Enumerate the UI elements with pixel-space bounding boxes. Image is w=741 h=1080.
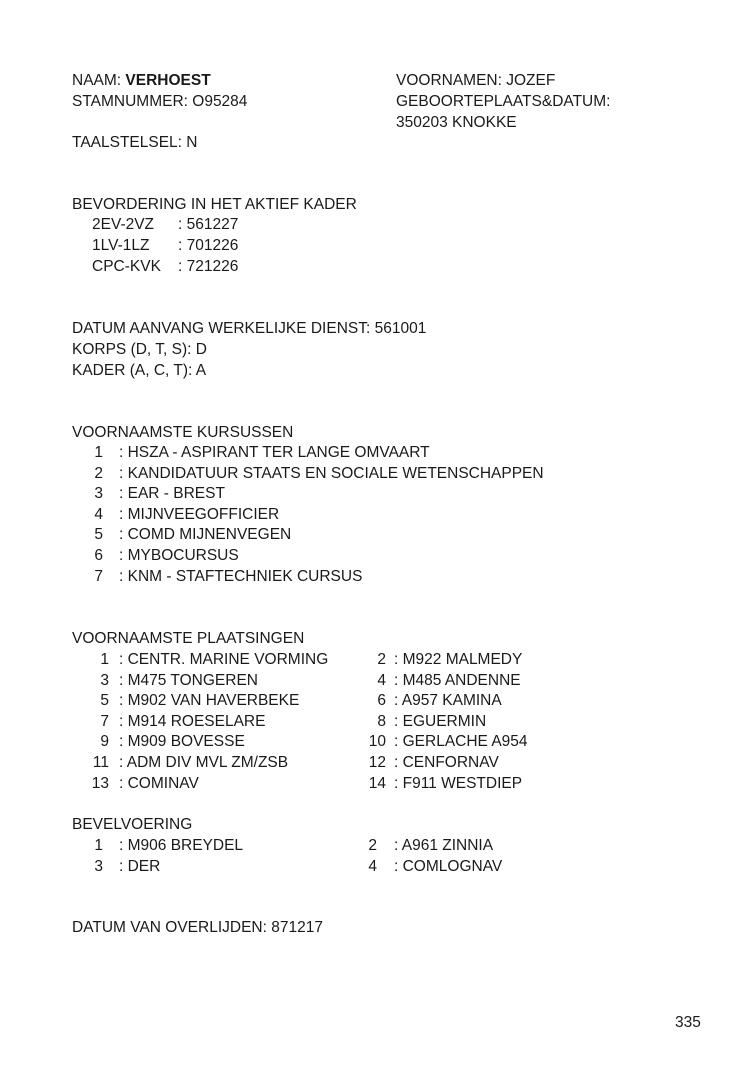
item-text: : KANDIDATUUR STAATS EN SOCIALE WETENSCHAPPEN [119,464,544,482]
item-number: 6 [94,547,103,564]
item-text: : M922 MALMEDY [394,651,523,668]
item-number: 4 [94,505,103,523]
bevordering-date: : 561227 [178,216,239,233]
bevordering-date: : 701226 [178,237,239,254]
geboorteplaats-value: 350203 KNOKKE [396,114,517,131]
item-number: 14 [368,774,386,792]
item-number: 4 [368,857,377,875]
item-text: : A957 KAMINA [394,692,502,710]
stamnummer: STAMNUMMER: O95284 [72,93,248,110]
item-text: : GERLACHE A954 [394,733,528,751]
page-number: 335 [675,1014,701,1031]
kursussen-heading: VOORNAAMSTE KURSUSSEN [72,424,294,441]
taalstelsel: TAALSTELSEL: N [72,134,198,151]
item-text: : M902 VAN HAVERBEKE [119,692,300,710]
voornamen: VOORNAMEN: JOZEF [396,72,556,89]
geboorteplaats-label: GEBOORTEPLAATS&DATUM: [396,93,611,110]
item-number: 4 [377,671,386,689]
item-number: 1 [94,444,103,461]
item-text: : KNM - STAFTECHNIEK CURSUS [119,567,363,585]
item-number: 6 [377,692,386,710]
item-text: : M485 ANDENNE [394,671,521,689]
item-text: : M914 ROESELARE [119,712,266,730]
korps: KORPS (D, T, S): D [72,341,207,358]
item-number: 1 [94,837,103,854]
datum-aanvang-dienst: DATUM AANVANG WERKELIJKE DIENST: 561001 [72,320,427,337]
item-number: 5 [94,526,103,544]
item-number: 10 [368,733,386,751]
item-number: 5 [100,692,109,710]
item-text: : F911 WESTDIEP [394,774,523,792]
item-text: : ADM DIV MVL ZM/ZSB [119,754,289,771]
item-number: 9 [100,733,109,751]
item-text: : EGUERMIN [394,712,487,730]
item-number: 3 [100,671,109,689]
bevelvoering-heading: BEVELVOERING [72,816,193,833]
item-number: 3 [94,857,103,875]
item-text: : DER [119,857,161,875]
item-number: 7 [94,567,103,585]
item-text: : CENTR. MARINE VORMING [119,651,329,668]
item-text: : M475 TONGEREN [119,671,258,689]
item-text: : M909 BOVESSE [119,733,245,751]
plaatsingen-heading: VOORNAAMSTE PLAATSINGEN [72,630,305,647]
item-text: : COMLOGNAV [394,857,503,875]
item-number: 2 [368,837,377,854]
bevordering-rank: CPC-KVK [92,258,161,275]
datum-overlijden: DATUM VAN OVERLIJDEN: 871217 [72,919,323,936]
bevordering-date: : 721226 [178,258,239,275]
item-text: : A961 ZINNIA [394,837,494,854]
item-text: : MYBOCURSUS [119,547,239,564]
bevordering-rank: 2EV-2VZ [92,216,155,233]
item-text: : CENFORNAV [394,754,499,771]
item-number: 2 [94,464,103,482]
item-number: 1 [100,651,109,668]
item-text: : MIJNVEEGOFFICIER [119,505,280,523]
kader: KADER (A, C, T): A [72,362,207,379]
item-text: : COMINAV [119,774,199,792]
item-number: 2 [377,651,386,668]
item-text: : HSZA - ASPIRANT TER LANGE OMVAART [119,444,430,461]
naam-line [72,71,211,91]
item-number: 11 [92,754,109,771]
item-number: 13 [91,774,109,792]
item-number: 8 [377,712,386,730]
item-number: 3 [94,485,103,503]
naam-value: VERHOEST [125,72,211,89]
item-text: : EAR - BREST [119,485,225,503]
item-number: 12 [368,754,386,771]
item-number: 7 [100,712,109,730]
bevordering-rank: 1LV-1LZ [92,237,150,254]
bevordering-heading: BEVORDERING IN HET AKTIEF KADER [72,196,357,213]
item-text: : M906 BREYDEL [119,837,244,854]
naam-label: NAAM: [72,72,122,89]
item-text: : COMD MIJNENVEGEN [119,526,292,544]
